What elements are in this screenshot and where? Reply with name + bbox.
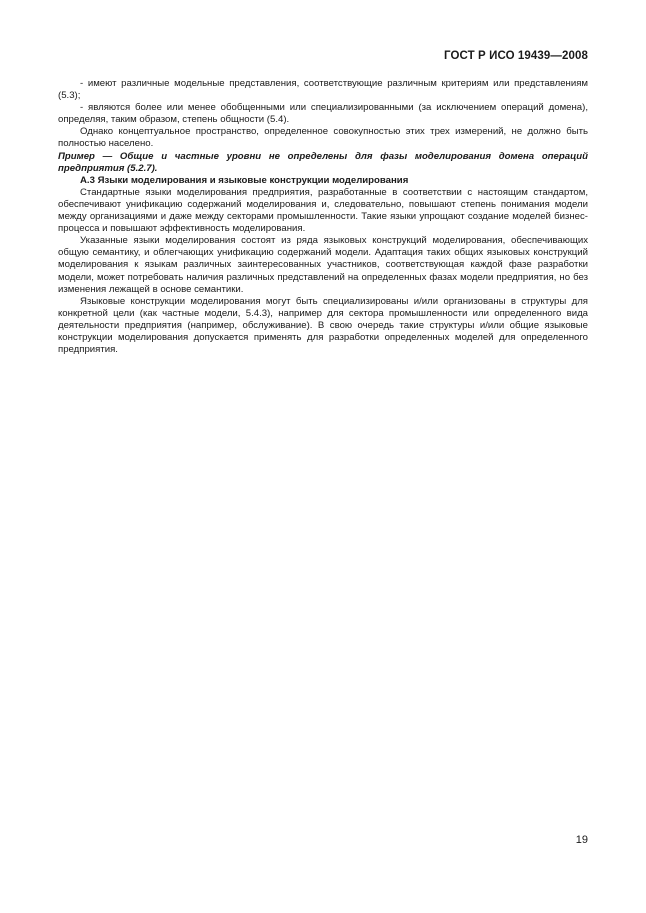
example-note: Пример — Общие и частные уровни не определены для фазы моделирования домена операций предприятия (5.2.7). (58, 150, 588, 174)
paragraph: Языковые конструкции моделирования могут быть специализированы и/или организованы в структуры для конкретной цели (как частные модели, 5.4.3), например для сектора промышленности или определенного вида деятельности предприятия (например, обслуживание). В свою очередь такие структуры и/или общие языковые конструкции моделирования допускается применять для разработки определенных моделей для определенного предприятия. (58, 295, 588, 356)
paragraph: Стандартные языки моделирования предприятия, разработанные в соответствии с настоящим стандартом, обеспечивают унификацию содержаний моделирования и, следовательно, повышают степень понимания модели между организациями и даже между секторами промышленности. Такие языки упрощают создание моделей бизнес-процесса и повышают эффективность моделирования. (58, 186, 588, 235)
list-item: - имеют различные модельные представления, соответствующие различным критериям или представлениям (5.3); (58, 78, 588, 102)
document-code-header: ГОСТ Р ИСО 19439—2008 (443, 50, 588, 62)
page-number: 19 (575, 834, 588, 846)
paragraph: Указанные языки моделирования состоят из ряда языковых конструкций моделирования, обеспечивающих общую семантику, и облегчающих унификацию содержаний модели. Адаптация таких общих языковых конструкций моделирования к языкам различных заинтересованных участников, соответствующая каждой фазе разработки модели, может потребовать наличия различных представлений на определенных фазах модели предприятия, но без изменения лежащей в основе семантики. (58, 235, 588, 295)
section-heading: А.3 Языки моделирования и языковые конструкции моделирования (80, 174, 409, 186)
list-item: - являются более или менее обобщенными или специализированными (за исключением операций домена), определяя, таким образом, степень общности (5.4). (58, 102, 588, 126)
paragraph: Однако концептуальное пространство, определенное совокупностью этих трех измерений, не должно быть полностью населено. (58, 126, 588, 150)
document-body (58, 78, 588, 356)
